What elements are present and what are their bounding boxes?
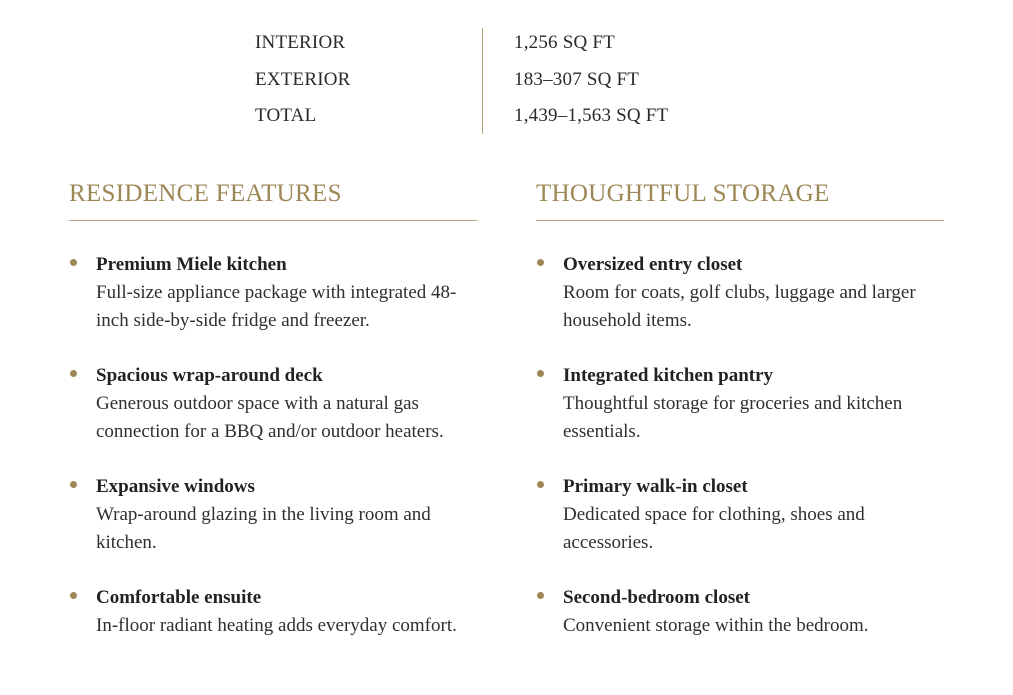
feature-title: Premium Miele kitchen: [96, 254, 287, 275]
feature-title: Oversized entry closet: [563, 254, 743, 275]
residence-features-heading: RESIDENCE FEATURES: [69, 180, 342, 207]
residence-features-list: [69, 251, 477, 695]
feature-title: Integrated kitchen pantry: [563, 365, 774, 386]
section-divider: [536, 220, 944, 221]
residence-features-section: [69, 176, 477, 636]
list-item: [69, 584, 477, 695]
feature-title: Expansive windows: [96, 476, 255, 497]
thoughtful-storage-list: [536, 251, 944, 695]
area-divider: [482, 28, 483, 134]
bullet-icon: [537, 370, 544, 377]
bullet-icon: [70, 259, 77, 266]
thoughtful-storage-heading: THOUGHTFUL STORAGE: [536, 180, 830, 207]
area-value-exterior: 183–307 SQ FT: [514, 68, 640, 90]
bullet-icon: [70, 481, 77, 488]
feature-title: Primary walk-in closet: [563, 476, 748, 497]
area-labels-column: [255, 28, 455, 138]
area-values-column: [514, 28, 814, 138]
feature-title: Comfortable ensuite: [96, 587, 262, 608]
feature-description: Wrap-around glazing in the living room and kitchen.: [96, 504, 431, 553]
section-divider: [69, 220, 477, 221]
list-item: [536, 251, 944, 362]
feature-description: Generous outdoor space with a natural gas connection for a BBQ and/or outdoor heaters.: [96, 393, 444, 442]
feature-description: Dedicated space for clothing, shoes and accessories.: [563, 504, 865, 553]
bullet-icon: [537, 481, 544, 488]
area-value-interior: 1,256 SQ FT: [514, 32, 615, 53]
bullet-icon: [70, 370, 77, 377]
feature-description: Room for coats, golf clubs, luggage and larger household items.: [563, 282, 916, 331]
thoughtful-storage-section: [536, 176, 944, 636]
list-item: [69, 251, 477, 362]
list-item: [536, 473, 944, 584]
area-value-total: 1,439–1,563 SQ FT: [514, 105, 669, 126]
bullet-icon: [537, 259, 544, 266]
list-item: [536, 584, 944, 695]
area-summary: [0, 28, 1013, 134]
area-label-exterior: EXTERIOR: [255, 68, 351, 90]
feature-description: Convenient storage within the bedroom.: [563, 615, 869, 636]
bullet-icon: [70, 592, 77, 599]
feature-description: Full-size appliance package with integrated 48-inch side-by-side fridge and freezer.: [96, 282, 457, 331]
feature-title: Spacious wrap-around deck: [96, 365, 323, 386]
list-item: [69, 473, 477, 584]
bullet-icon: [537, 592, 544, 599]
feature-title: Second-bedroom closet: [563, 587, 750, 608]
area-label-interior: INTERIOR: [255, 32, 346, 53]
area-label-total: TOTAL: [255, 105, 317, 126]
feature-description: In-floor radiant heating adds everyday comfort.: [96, 615, 457, 636]
list-item: [536, 362, 944, 473]
list-item: [69, 362, 477, 473]
feature-description: Thoughtful storage for groceries and kitchen essentials.: [563, 393, 903, 442]
